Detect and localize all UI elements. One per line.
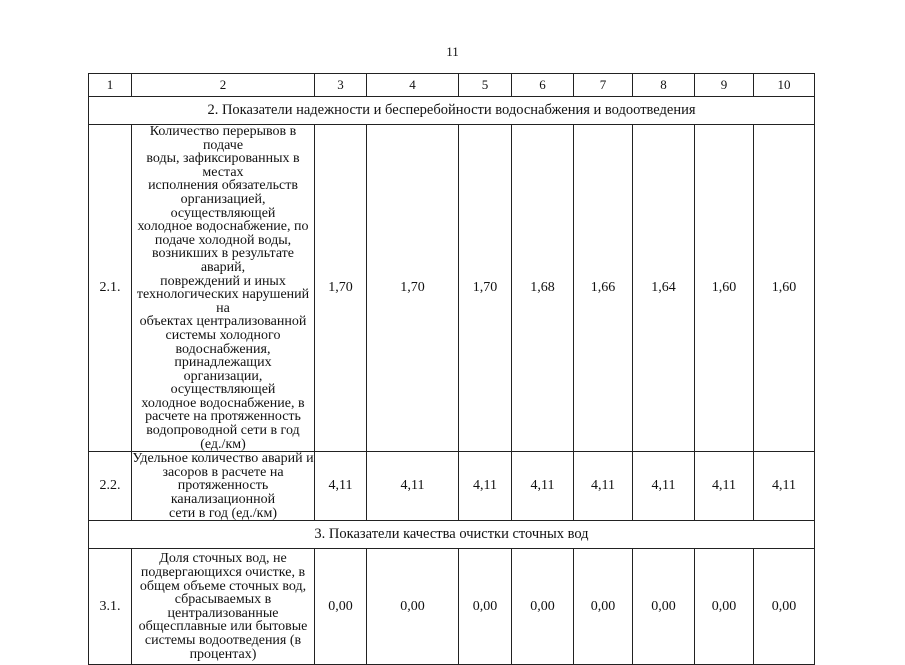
value-cell: 1,66 [574,125,633,452]
value-cell: 4,11 [367,452,459,521]
column-header: 10 [754,74,815,97]
description-line: воды, зафиксированных в местах [146,151,300,180]
section-row [89,521,815,549]
value-cell: 1,70 [367,125,459,452]
description-line: расчете на протяженность [145,409,301,425]
value-cell: 4,11 [754,452,815,521]
description-line: организации, осуществляющей [170,368,276,398]
description-line: объектах централизованной [139,314,307,330]
column-header: 1 [89,74,132,97]
description-line: системы водоотведения (в [144,632,302,648]
description-line: водопроводной сети в год [146,423,300,439]
table-row [89,125,815,452]
value-cell: 4,11 [695,452,754,521]
description-line: подвергающихся очистке, в [140,564,306,580]
description-line: Удельное количество аварий и [132,451,314,467]
section-title: 2. Показатели надежности и бесперебойности водоснабжения и водоотведения [89,97,815,125]
value-cell: 4,11 [574,452,633,521]
value-cell: 0,00 [367,549,459,665]
value-cell: 0,00 [315,549,367,665]
row-id: 3.1. [89,549,132,665]
column-header: 6 [512,74,574,97]
value-cell: 4,11 [512,452,574,521]
value-cell: 0,00 [512,549,574,665]
page-number: 11 [446,44,459,59]
description-line: Доля сточных вод, не [159,551,287,567]
description-line: холодное водоснабжение, по [137,219,309,235]
description-line: (ед./км) [200,436,246,452]
value-cell: 1,64 [633,125,695,452]
description-line: протяженность канализационной [170,478,276,508]
section-title: 3. Показатели качества очистки сточных вод [89,521,815,549]
description-line: организацией, осуществляющей [170,191,276,221]
value-cell: 4,11 [459,452,512,521]
row-description [132,452,315,521]
description-line: технологических нарушений на [136,287,310,316]
value-cell: 0,00 [633,549,695,665]
column-header: 8 [633,74,695,97]
value-cell: 0,00 [574,549,633,665]
column-number-row [89,74,815,97]
column-header: 9 [695,74,754,97]
row-id: 2.2. [89,452,132,521]
value-cell: 1,70 [459,125,512,452]
description-line: подаче холодной воды, [154,232,292,248]
value-cell: 4,11 [633,452,695,521]
column-header: 3 [315,74,367,97]
row-description [132,549,315,665]
description-line: процентах) [189,646,257,662]
description-line: Количество перерывов в подаче [149,124,297,153]
row-description [132,125,315,452]
value-cell: 0,00 [695,549,754,665]
value-cell: 1,60 [754,125,815,452]
description-line: общем объеме сточных вод, [139,578,307,594]
description-line: общесплавные или бытовые [138,619,308,635]
column-header: 4 [367,74,459,97]
value-cell: 0,00 [459,549,512,665]
description-line: засоров в расчете на [162,464,284,480]
table-row [89,452,815,521]
value-cell: 1,60 [695,125,754,452]
table-row [89,549,815,665]
column-header: 5 [459,74,512,97]
row-id: 2.1. [89,125,132,452]
column-header: 2 [132,74,315,97]
description-line: повреждений и иных [160,273,286,289]
description-line: возникших в результате аварий, [151,246,295,275]
value-cell: 4,11 [315,452,367,521]
value-cell: 1,68 [512,125,574,452]
value-cell: 0,00 [754,549,815,665]
description-line: сети в год (ед./км) [169,505,277,521]
description-line: водоснабжения, принадлежащих [174,341,272,371]
value-cell: 1,70 [315,125,367,452]
indicators-table [88,73,815,665]
description-line: холодное водоснабжение, в [141,395,305,411]
column-header: 7 [574,74,633,97]
description-line: сбрасываемых в [174,592,272,608]
description-line: централизованные [167,605,279,621]
description-line: системы холодного [165,327,281,343]
description-line: исполнения обязательств [148,178,298,194]
section-row [89,97,815,125]
